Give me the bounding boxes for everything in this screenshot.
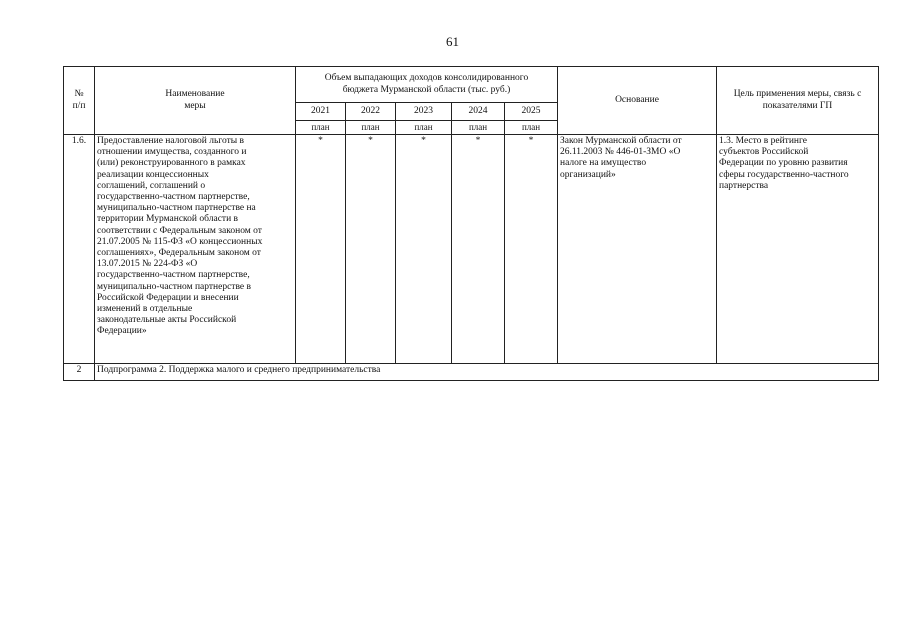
header-goal: Цель применения меры, связь с показателями ГП [717,67,879,135]
value-cell: * [396,135,452,364]
header-plan: план [452,121,505,135]
header-year: 2021 [296,103,346,121]
value-cell: * [505,135,558,364]
measures-table [63,66,879,381]
measure-name: Предоставление налоговой льготы в отношении имущества, созданного и (или) реконструированного в рамках реализации концессионных соглашений, соглашений о государственно-частном партнерстве, муниципально-частном партнерстве на территории Мурманской области в соответствии с Федеральным законом от 21.07.2005 № 115-ФЗ «О концессионных соглашениях», Федеральным законом от 13.07.2015 № 224-ФЗ «О государственно-частном партнерстве, муниципально-частном партнерстве в Российской Федерации и внесении изменений в отдельные законодательные акты Российской Федерации» [95,135,296,364]
header-plan: план [346,121,396,135]
header-year: 2024 [452,103,505,121]
header-basis: Основание [558,67,717,135]
header-plan: план [296,121,346,135]
header-measure-name: Наименование меры [95,67,296,135]
header-year: 2022 [346,103,396,121]
value-cell: * [346,135,396,364]
header-year: 2025 [505,103,558,121]
subprogram-number: 2 [64,364,95,381]
header-year: 2023 [396,103,452,121]
row-number: 1.6. [64,135,95,364]
header-plan: план [396,121,452,135]
table-row [64,135,879,364]
basis-cell: Закон Мурманской области от 26.11.2003 № 446-01-ЗМО «О налоге на имущество организаций» [558,135,717,364]
page-number: 61 [446,34,459,49]
subprogram-row [64,364,879,381]
header-revenue-volume: Объем выпадающих доходов консолидированного бюджета Мурманской области (тыс. руб.) [296,67,558,103]
subprogram-title: Подпрограмма 2. Поддержка малого и среднего предпринимательства [95,364,879,381]
header-plan: план [505,121,558,135]
goal-cell: 1.3. Место в рейтинге субъектов Российской Федерации по уровню развития сферы государственно-частного партнерства [717,135,879,364]
value-cell: * [452,135,505,364]
value-cell: * [296,135,346,364]
header-number: № п/п [64,67,95,135]
